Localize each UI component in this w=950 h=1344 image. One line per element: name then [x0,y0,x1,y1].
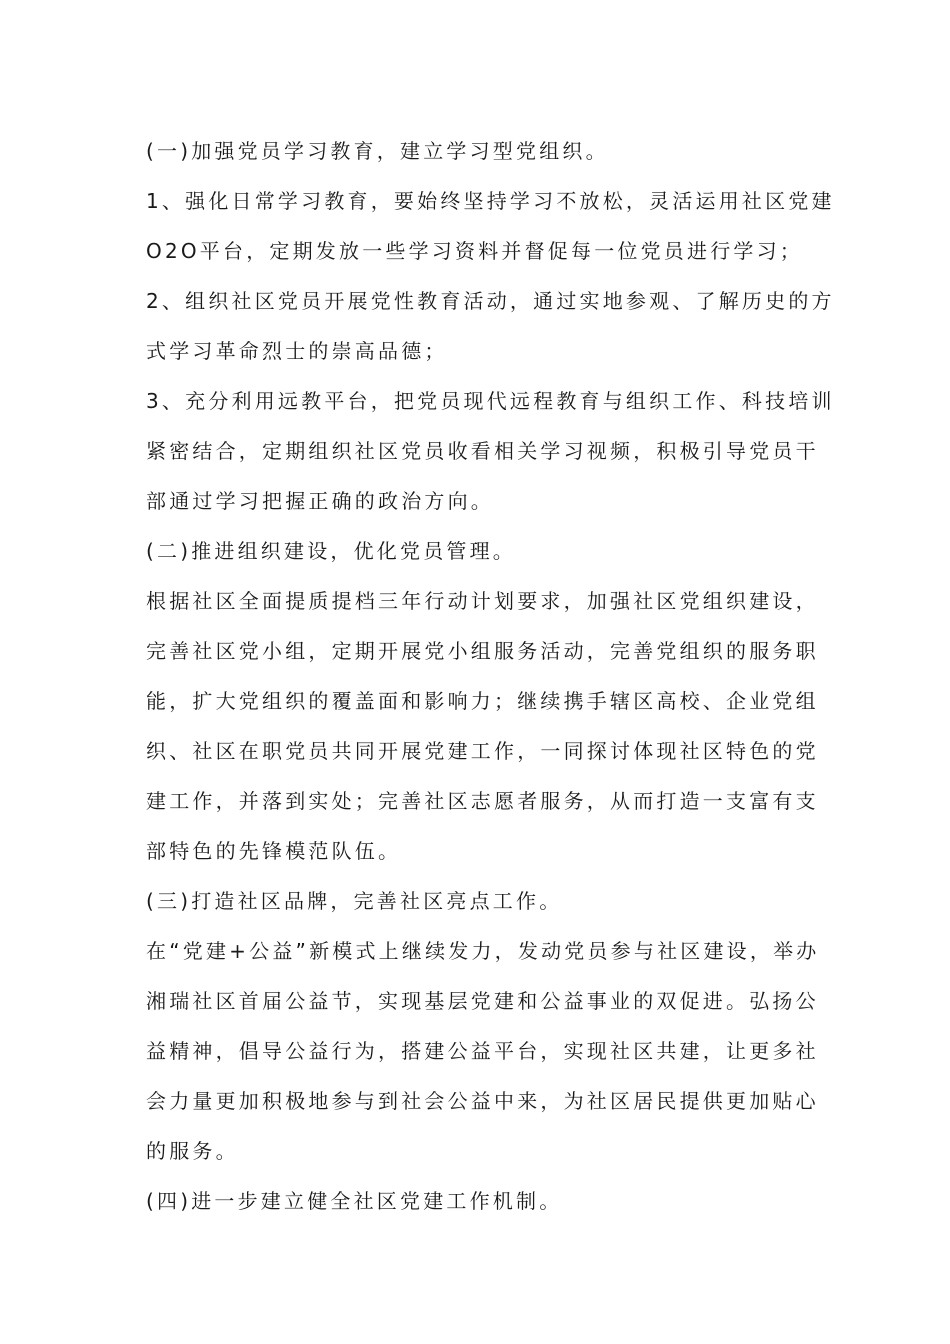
paragraph-line: 1、强化日常学习教育，要始终坚持学习不放松，灵活运用社区党建 [146,189,835,213]
heading-section-4: (四)进一步建立健全社区党建工作机制。 [146,1189,563,1213]
paragraph-line: 益精神，倡导公益行为，搭建公益平台，实现社区共建，让更多社 [146,1039,819,1063]
paragraph-line: 湘瑞社区首届公益节，实现基层党建和公益事业的双促进。弘扬公 [146,989,819,1013]
paragraph-line: 式学习革命烈士的崇高品德； [146,339,448,363]
paragraph-line: 能，扩大党组织的覆盖面和影响力；继续携手辖区高校、企业党组 [146,689,819,713]
paragraph-line: 织、社区在职党员共同开展党建工作，一同探讨体现社区特色的党 [146,739,819,763]
paragraph-line: 完善社区党小组，定期开展党小组服务活动，完善党组织的服务职 [146,639,819,663]
paragraph-line: 在“党建+公益”新模式上继续发力，发动党员参与社区建设，举办 [146,939,820,963]
paragraph-line: 建工作，并落到实处；完善社区志愿者服务，从而打造一支富有支 [146,789,819,813]
paragraph-line: 会力量更加积极地参与到社会公益中来，为社区居民提供更加贴心 [146,1089,819,1113]
paragraph-line: 根据社区全面提质提档三年行动计划要求，加强社区党组织建设， [146,589,819,613]
paragraph-line: 的服务。 [146,1139,239,1163]
document-body [146,126,835,1226]
paragraph-line: 3、充分利用远教平台，把党员现代远程教育与组织工作、科技培训 [146,389,835,413]
paragraph-line: 部通过学习把握正确的政治方向。 [146,489,494,513]
paragraph-line: 紧密结合，定期组织社区党员收看相关学习视频，积极引导党员干 [146,439,819,463]
heading-section-1: (一)加强党员学习教育，建立学习型党组织。 [146,139,609,163]
paragraph-line: 部特色的先锋模范队伍。 [146,839,402,863]
heading-section-2: (二)推进组织建设，优化党员管理。 [146,539,517,563]
heading-section-3: (三)打造社区品牌，完善社区亮点工作。 [146,889,563,913]
paragraph-line: 2、组织社区党员开展党性教育活动，通过实地参观、了解历史的方 [146,289,835,313]
paragraph-line: O2O平台，定期发放一些学习资料并督促每一位党员进行学习； [146,239,804,263]
